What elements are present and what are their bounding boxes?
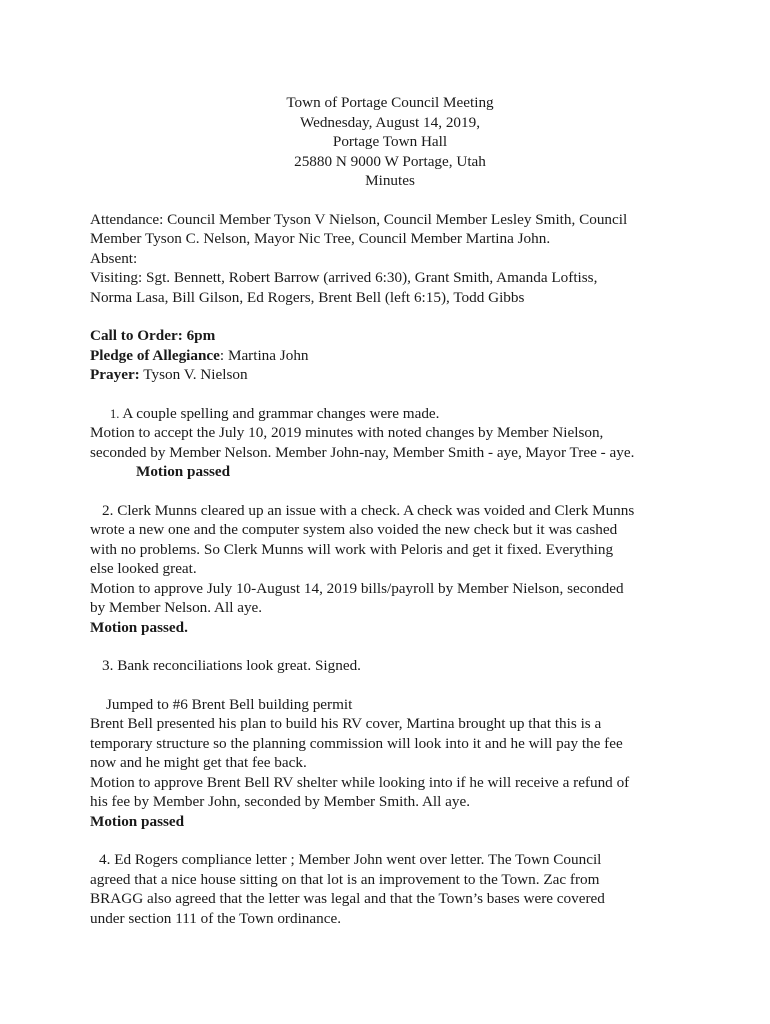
absent-line: Absent: xyxy=(90,249,138,267)
item-1-line xyxy=(90,404,690,424)
item-3-line: 3. Bank reconciliations look great. Signed. xyxy=(102,657,361,674)
attendance-section xyxy=(90,210,690,308)
motion-line: Motion to approve Brent Bell RV shelter while looking into if he will receive a refund of xyxy=(90,773,630,791)
item-4-line: under section 111 of the Town ordinance. xyxy=(90,909,342,927)
motion-result: Motion passed xyxy=(90,812,185,830)
spacer xyxy=(90,482,690,501)
attendance-line: Attendance: Council Member Tyson V Nielson, Council Member Lesley Smith, Council xyxy=(90,210,628,228)
motion-line: by Member Nelson. All aye. xyxy=(90,599,263,616)
spacer xyxy=(90,831,690,850)
meeting-address: 25880 N 9000 W Portage, Utah xyxy=(294,152,486,170)
agenda-item-3 xyxy=(90,656,690,676)
item-2-line: with no problems. So Clerk Munns will work with Peloris and get it fixed. Everything xyxy=(90,540,614,558)
spacer xyxy=(90,637,690,656)
prayer-label: Prayer: xyxy=(90,366,140,383)
agenda-item-2 xyxy=(90,501,690,638)
item-1-number: 1. xyxy=(110,406,120,421)
spacer xyxy=(90,676,690,695)
motion-result: Motion passed xyxy=(136,463,231,480)
item-1-text: A couple spelling and grammar changes were made. xyxy=(119,404,440,422)
item-6-line: Brent Bell presented his plan to build his RV cover, Martina brought up that this is a xyxy=(90,715,602,732)
meeting-title: Town of Portage Council Meeting xyxy=(286,94,494,111)
agenda-item-4 xyxy=(90,850,690,928)
item-2-line: wrote a new one and the computer system also voided the new check but it was cashed xyxy=(90,521,618,538)
motion-line: his fee by Member John, seconded by Member Smith. All aye. xyxy=(90,793,471,810)
item-6-line: temporary structure so the planning commission will look into it and he will pay the fee xyxy=(90,734,623,752)
pledge-label: Pledge of Allegiance xyxy=(90,346,220,364)
agenda-item-6 xyxy=(90,695,690,832)
opening-section xyxy=(90,326,690,385)
visiting-line: Visiting: Sgt. Bennett, Robert Barrow (arrived 6:30), Grant Smith, Amanda Loftiss, xyxy=(90,269,598,286)
motion-result: Motion passed. xyxy=(90,618,188,636)
motion-line: Motion to approve July 10-August 14, 2019 bills/payroll by Member Nielson, seconded xyxy=(90,579,624,597)
spacer xyxy=(90,191,690,210)
item-2-line: 2. Clerk Munns cleared up an issue with a check. A check was voided and Clerk Munns xyxy=(102,501,635,519)
visiting-line: Norma Lasa, Bill Gilson, Ed Rogers, Brent Bell (left 6:15), Todd Gibbs xyxy=(90,288,525,306)
item-2-line: else looked great. xyxy=(90,560,197,577)
call-to-order: Call to Order: 6pm xyxy=(90,327,216,344)
item-4-line: BRAGG also agreed that the letter was legal and that the Town’s bases were covered xyxy=(90,890,605,907)
attendance-line: Member Tyson C. Nelson, Mayor Nic Tree, Council Member Martina John. xyxy=(90,230,551,247)
item-4-line: agreed that a nice house sitting on that lot is an improvement to the Town. Zac from xyxy=(90,870,600,888)
item-6-heading: Jumped to #6 Brent Bell building permit xyxy=(106,695,353,713)
prayer-line xyxy=(90,365,690,385)
agenda-item-1 xyxy=(90,404,690,482)
motion-line: seconded by Member Nelson. Member John-nay, Member Smith - aye, Mayor Tree - aye. xyxy=(90,443,635,461)
item-6-line: now and he might get that fee back. xyxy=(90,754,307,771)
motion-line: Motion to accept the July 10, 2019 minutes with noted changes by Member Nielson, xyxy=(90,424,604,441)
meeting-location: Portage Town Hall xyxy=(332,133,448,150)
prayer-value: Tyson V. Nielson xyxy=(139,366,248,383)
document-header xyxy=(90,93,690,191)
minutes-document xyxy=(90,93,690,928)
spacer xyxy=(90,307,690,326)
item-4-line: 4. Ed Rogers compliance letter ; Member John went over letter. The Town Council xyxy=(99,851,602,868)
document-type: Minutes xyxy=(365,172,415,189)
pledge-value: : Martina John xyxy=(219,346,309,364)
pledge-line xyxy=(90,346,690,366)
spacer xyxy=(90,385,690,404)
meeting-date: Wednesday, August 14, 2019, xyxy=(299,113,481,131)
